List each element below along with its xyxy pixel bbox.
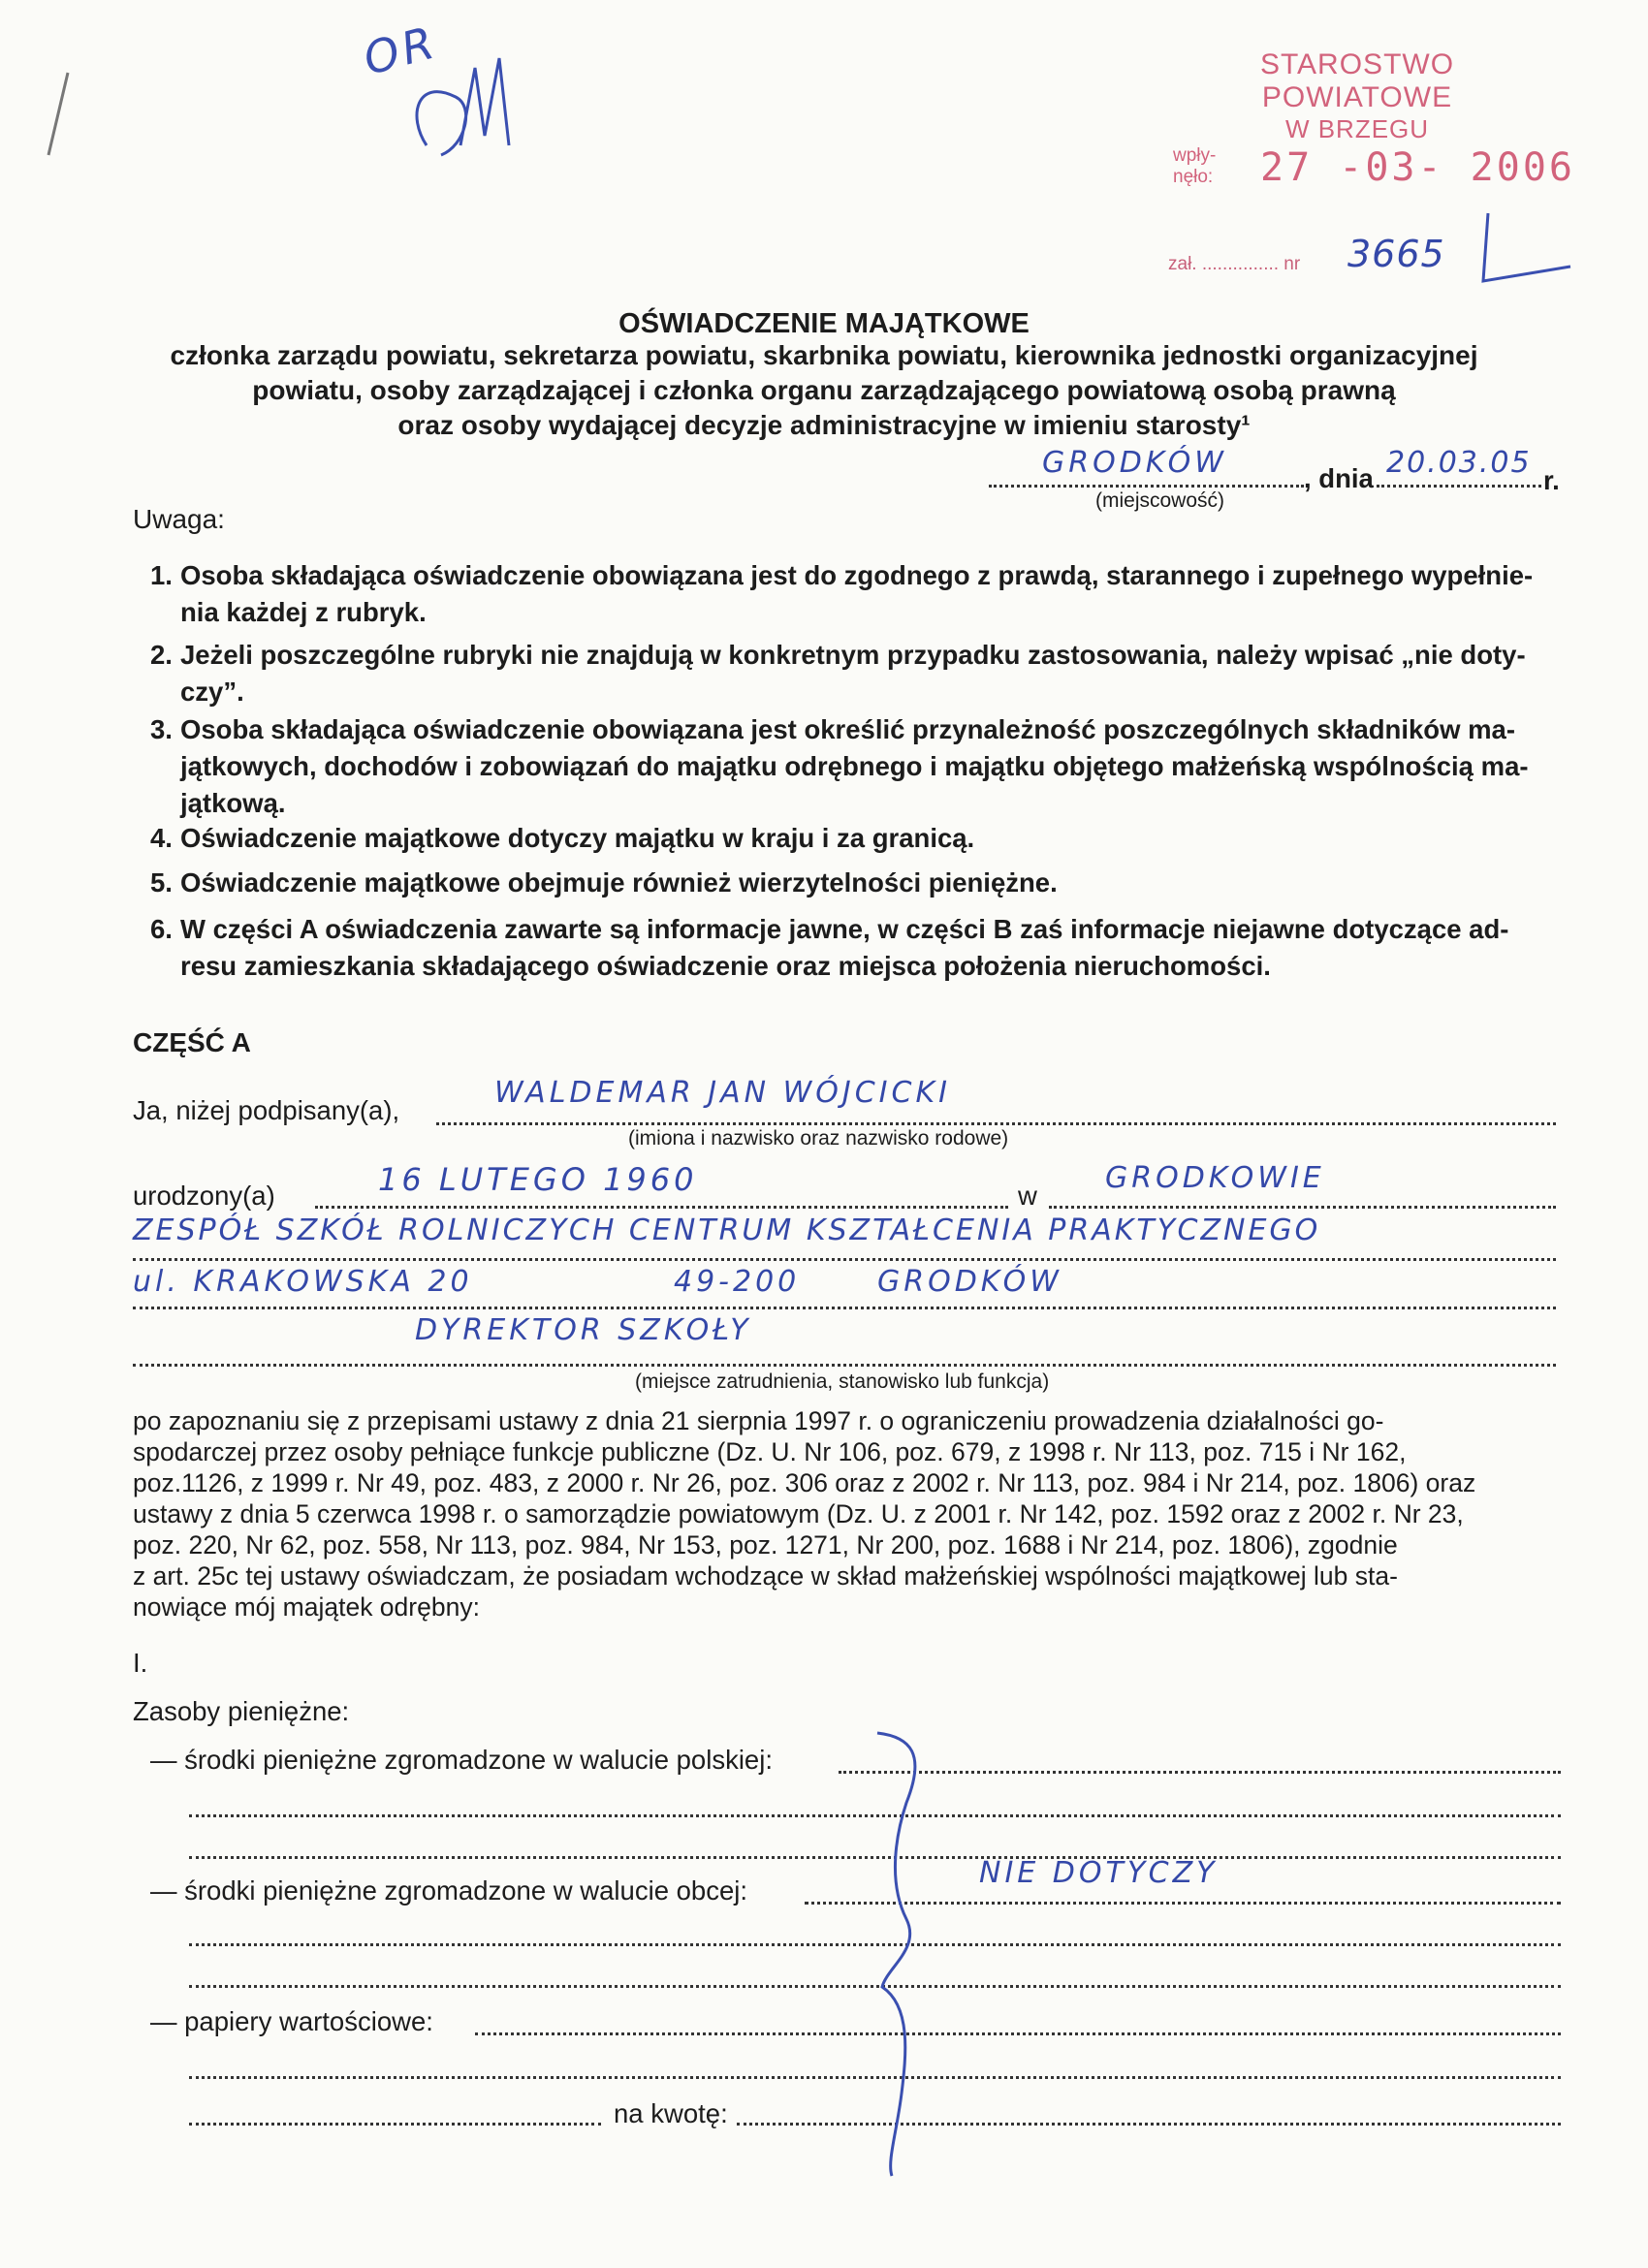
name-field-line[interactable] (436, 1122, 1556, 1125)
employment-line-3[interactable] (133, 1364, 1556, 1367)
born-date-line[interactable] (315, 1206, 1008, 1209)
born-label: urodzony(a) (133, 1181, 275, 1211)
securities-line-1[interactable] (475, 2032, 1561, 2035)
employment-line-1[interactable] (133, 1258, 1556, 1261)
pln-funds-line-1[interactable] (839, 1771, 1561, 1774)
stamp-reg-number: 3665 (1347, 233, 1445, 275)
name-caption: (imiona i nazwisko oraz nazwisko rodowe) (628, 1127, 1009, 1150)
document-subtitle-3: oraz osoby wydającej decyzje administracyjne w imieniu starosty¹ (397, 410, 1251, 440)
born-date-value: 16 LUTEGO 1960 (378, 1161, 698, 1198)
foreign-funds-label: — środki pieniężne zgromadzone w walucie obcej: (150, 1875, 748, 1906)
note-text: Oświadczenie majątkowe obejmuje również wierzytelności pieniężne. (180, 867, 1058, 898)
born-place-value: GRODKOWIE (1105, 1161, 1325, 1195)
notes-heading: Uwaga: (133, 504, 225, 534)
securities-label: — papiery wartościowe: (150, 2006, 433, 2036)
corner-annotation: OR (358, 16, 443, 85)
signed-label: Ja, niżej podpisany(a), (133, 1095, 400, 1125)
note-number: 1. (150, 560, 173, 590)
document-subtitle-2: powiatu, osoby zarządzającej i członka organu zarządzającego powiatową osobą prawną (252, 375, 1396, 405)
handwritten-brace (868, 1725, 945, 2181)
date-field-line[interactable] (1377, 485, 1541, 488)
note-number: 2. (150, 640, 173, 670)
section-heading: Zasoby pieniężne: (133, 1696, 350, 1726)
legal-statement: po zapoznaniu się z przepisami ustawy z dnia 21 sierpnia 1997 r. o ograniczeniu prowadzenia działalności go- spodarczej przez osoby pełniące funkcje publiczne (Dz. U. Nr 106, poz. 679, z 1998 r. Nr 113, poz. 715 i Nr 162, poz.1126, z 1999 r. Nr 49, poz. 483, z 2000 r. Nr 26, poz. 306 oraz z 2002 r. Nr 113, poz. 984 i Nr 214, poz. 1806) oraz ustawy z dnia 5 czerwca 1998 r. o samorządzie powiatowym (Dz. U. z 2001 r. Nr 142, poz. 1592 oraz z 2002 r. Nr 23, poz. 220, Nr 62, poz. 558, Nr 113, poz. 984, Nr 153, poz. 1271, Nr 200, poz. 1688 i Nr 214, poz. 1806), zgodnie z art. 25c tej ustawy oświadczam, że posiadam wchodzące w skład małżeńskiej wspólności majątkowej lub sta- nowiące mój majątek odrębny: (133, 1406, 1476, 1622)
note-number: 3. (150, 714, 173, 744)
document-title: OŚWIADCZENIE MAJĄTKOWE (618, 308, 1030, 339)
staple-mark (39, 68, 78, 165)
amount-label: na kwotę: (614, 2098, 728, 2128)
date-suffix: r. (1543, 465, 1560, 495)
employment-address: ul. KRAKOWSKA 20 (133, 1265, 473, 1299)
note-number: 5. (150, 867, 173, 898)
employment-caption: (miejsce zatrudnienia, stanowisko lub funkcja) (635, 1370, 1050, 1393)
note-text: Jeżeli poszczególne rubryki nie znajdują w konkretnym przypadku zastosowania, należy wpisać „nie doty- czy”. (180, 640, 1526, 707)
employment-line-2[interactable] (133, 1307, 1556, 1309)
note-number: 6. (150, 914, 173, 944)
date-value: 20.03.05 (1386, 446, 1532, 480)
name-value: WALDEMAR JAN WÓJCICKI (494, 1076, 951, 1110)
stamp-office-line2: W BRZEGU (1284, 114, 1430, 143)
document-subtitle-1: członka zarządu powiatu, sekretarza powiatu, skarbnika powiatu, kierownika jednostki organizacyjnej (170, 340, 1478, 370)
note-number: 4. (150, 823, 173, 853)
stamp-received-date: 27 -03- 2006 (1260, 145, 1575, 190)
employment-city: GRODKÓW (877, 1265, 1062, 1299)
employment-position: DYREKTOR SZKOŁY (415, 1313, 752, 1347)
place-caption: (miejscowość) (1095, 489, 1225, 512)
securities-line-3[interactable] (189, 2123, 601, 2126)
amount-line[interactable] (737, 2123, 1561, 2126)
born-in-label: w (1018, 1181, 1037, 1211)
note-text: W części A oświadczenia zawarte są informacje jawne, w części B zaś informacje niejawne dotyczące ad- resu zamieszkania składającego oświadczenie oraz miejsca położenia nieruchomości. (180, 914, 1509, 981)
part-a-heading: CZĘŚĆ A (133, 1027, 251, 1057)
stamp-signature (1454, 208, 1580, 296)
registry-stamp (1163, 48, 1551, 144)
stamp-office-line1: STAROSTWO POWIATOWE (1259, 48, 1455, 113)
note-text: Osoba składająca oświadczenie obowiązana jest do zgodnego z prawdą, starannego i zupełnego wypełnie- nia każdej z rubryk. (180, 560, 1534, 627)
stamp-received-label: wpły- nęło: (1173, 145, 1217, 187)
foreign-funds-value: NIE DOTYCZY (979, 1856, 1219, 1890)
employment-postcode: 49-200 (674, 1265, 801, 1299)
place-field-line[interactable] (989, 485, 1304, 488)
stamp-attachments-label: zał. ............... nr (1168, 254, 1301, 274)
note-text: Osoba składająca oświadczenie obowiązana jest określić przynależność poszczególnych składników ma- jątkowych, dochodów i zobowiązań do majątku odrębnego i majątku objętego małżeńską wspólnością ma- jątkową. (180, 714, 1529, 818)
note-text: Oświadczenie majątkowe dotyczy majątku w kraju i za granicą. (180, 823, 975, 853)
pln-funds-label: — środki pieniężne zgromadzone w walucie polskiej: (150, 1745, 773, 1775)
section-roman: I. (133, 1648, 148, 1678)
employment-value-1: ZESPÓŁ SZKÓŁ ROLNICZYCH CENTRUM KSZTAŁCENIA PRAKTYCZNEGO (133, 1213, 1321, 1247)
born-place-line[interactable] (1049, 1206, 1556, 1209)
date-label: , dnia (1304, 463, 1374, 493)
initials-scribble (388, 39, 523, 174)
place-value: GRODKÓW (1042, 446, 1227, 480)
